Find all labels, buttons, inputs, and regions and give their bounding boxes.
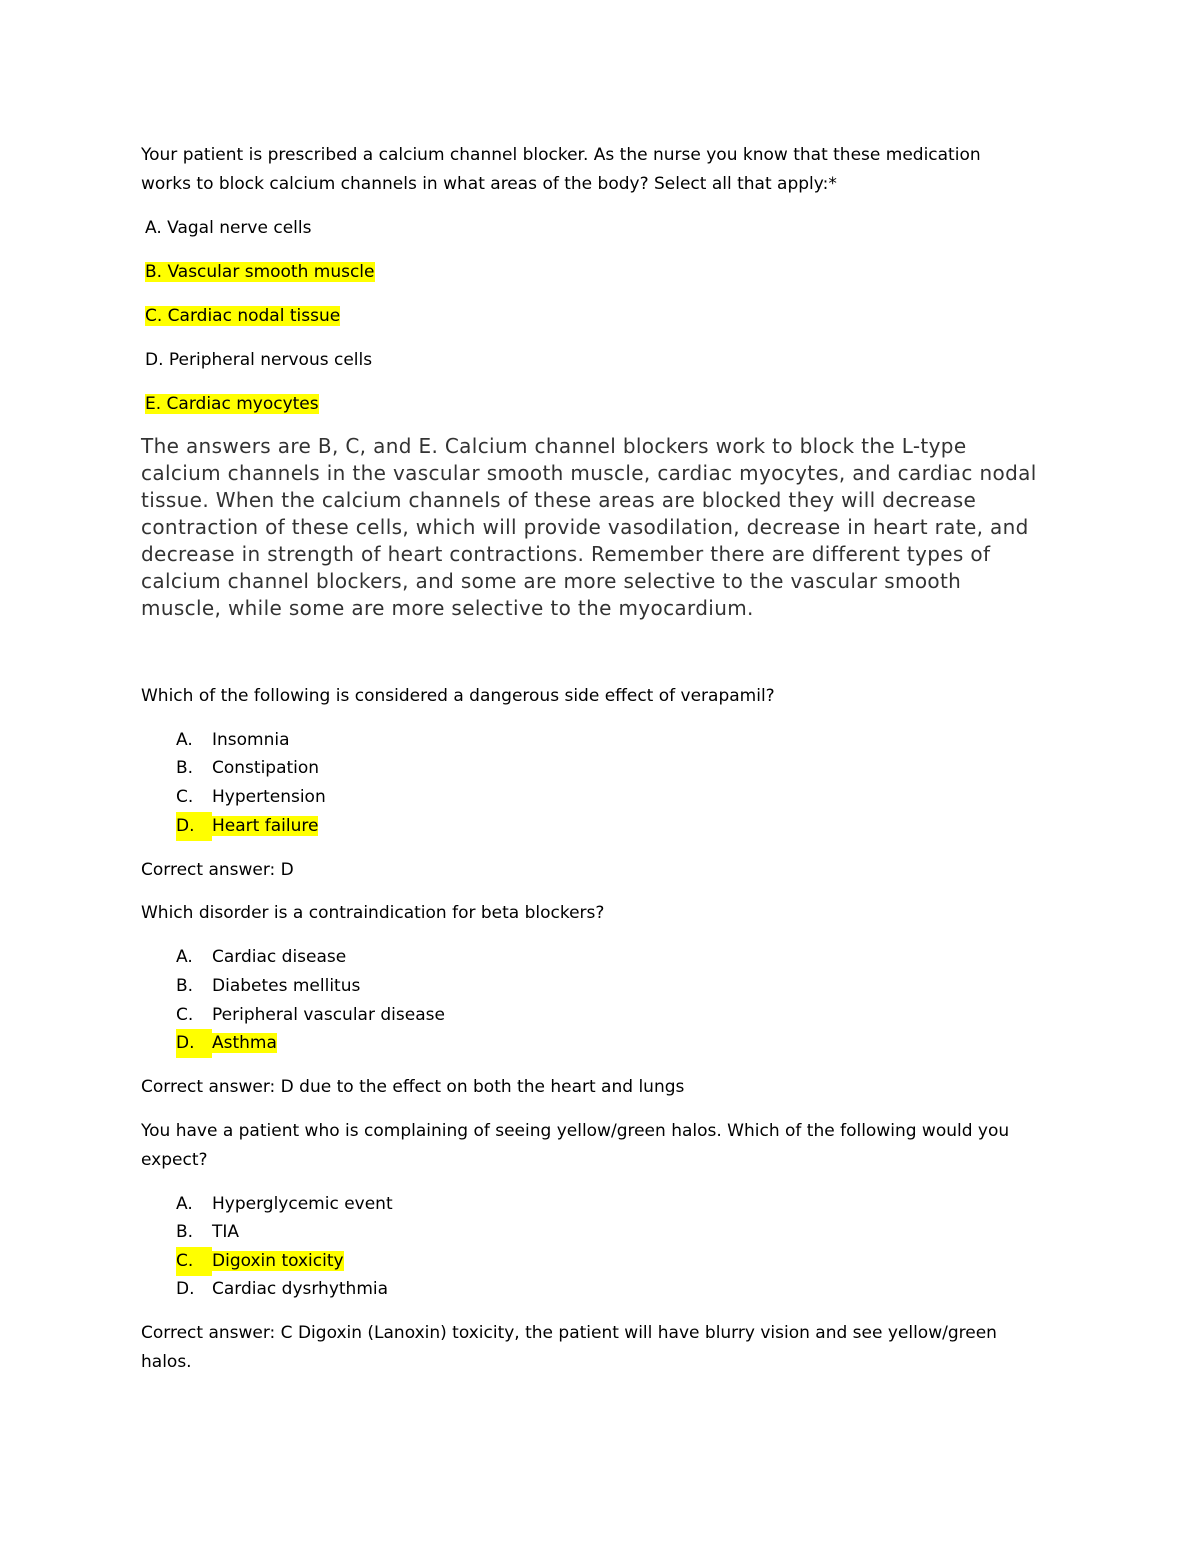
q1-stem-line1: Your patient is prescribed a calcium channel blocker. As the nurse you know that these medication xyxy=(141,145,981,165)
q1-option-a: A. Vagal nerve cells xyxy=(145,218,312,238)
q1-option-b: B. Vascular smooth muscle xyxy=(145,262,375,282)
q3-stem: Which disorder is a contraindication for beta blockers? xyxy=(141,903,605,923)
q3-option-d: D. Asthma xyxy=(176,1029,277,1058)
q1-stem-line2: works to block calcium channels in what areas of the body? Select all that apply:* xyxy=(141,174,837,194)
q3-option-c: C. Peripheral vascular disease xyxy=(176,1005,445,1025)
q2-option-d: D. Heart failure xyxy=(176,812,318,841)
q2-answer: Correct answer: D xyxy=(141,860,294,880)
q4-stem-line2: expect? xyxy=(141,1150,208,1170)
q1-option-c: C. Cardiac nodal tissue xyxy=(145,306,341,326)
q4-answer-line2: halos. xyxy=(141,1352,192,1372)
q2-option-b: B. Constipation xyxy=(176,758,320,778)
q3-option-a: A. Cardiac disease xyxy=(176,947,347,967)
q4-option-d: D. Cardiac dysrhythmia xyxy=(176,1279,389,1299)
q1-explanation: The answers are B, C, and E. Calcium channel blockers work to block the L-type calcium channels in the vascular smooth muscle, cardiac myocytes, and cardiac nodal tissue. When the calcium channels of these areas are blocked they will decrease contraction of these cells, which will provide vasodilation, decrease in heart rate, and decrease in strength of heart contractions. Remember there are different types of calcium channel blockers, and some are more selective to the vascular smooth muscle, while some are more selective to the myocardium. xyxy=(141,434,1037,620)
q4-stem-line1: You have a patient who is complaining of seeing yellow/green halos. Which of the following would you xyxy=(141,1121,1010,1141)
q4-option-b: B. TIA xyxy=(176,1222,240,1242)
q2-option-a: A. Insomnia xyxy=(176,730,290,750)
q1-option-e: E. Cardiac myocytes xyxy=(145,394,319,414)
q4-option-a: A. Hyperglycemic event xyxy=(176,1194,393,1214)
q2-option-c: C. Hypertension xyxy=(176,787,326,807)
q3-option-b: B. Diabetes mellitus xyxy=(176,976,361,996)
q3-answer: Correct answer: D due to the effect on both the heart and lungs xyxy=(141,1077,685,1097)
q4-option-c: C. Digoxin toxicity xyxy=(176,1247,344,1276)
q2-stem: Which of the following is considered a dangerous side effect of verapamil? xyxy=(141,686,775,706)
q4-answer-line1: Correct answer: C Digoxin (Lanoxin) toxicity, the patient will have blurry vision and see yellow/green xyxy=(141,1323,997,1343)
q1-option-d: D. Peripheral nervous cells xyxy=(145,350,373,370)
